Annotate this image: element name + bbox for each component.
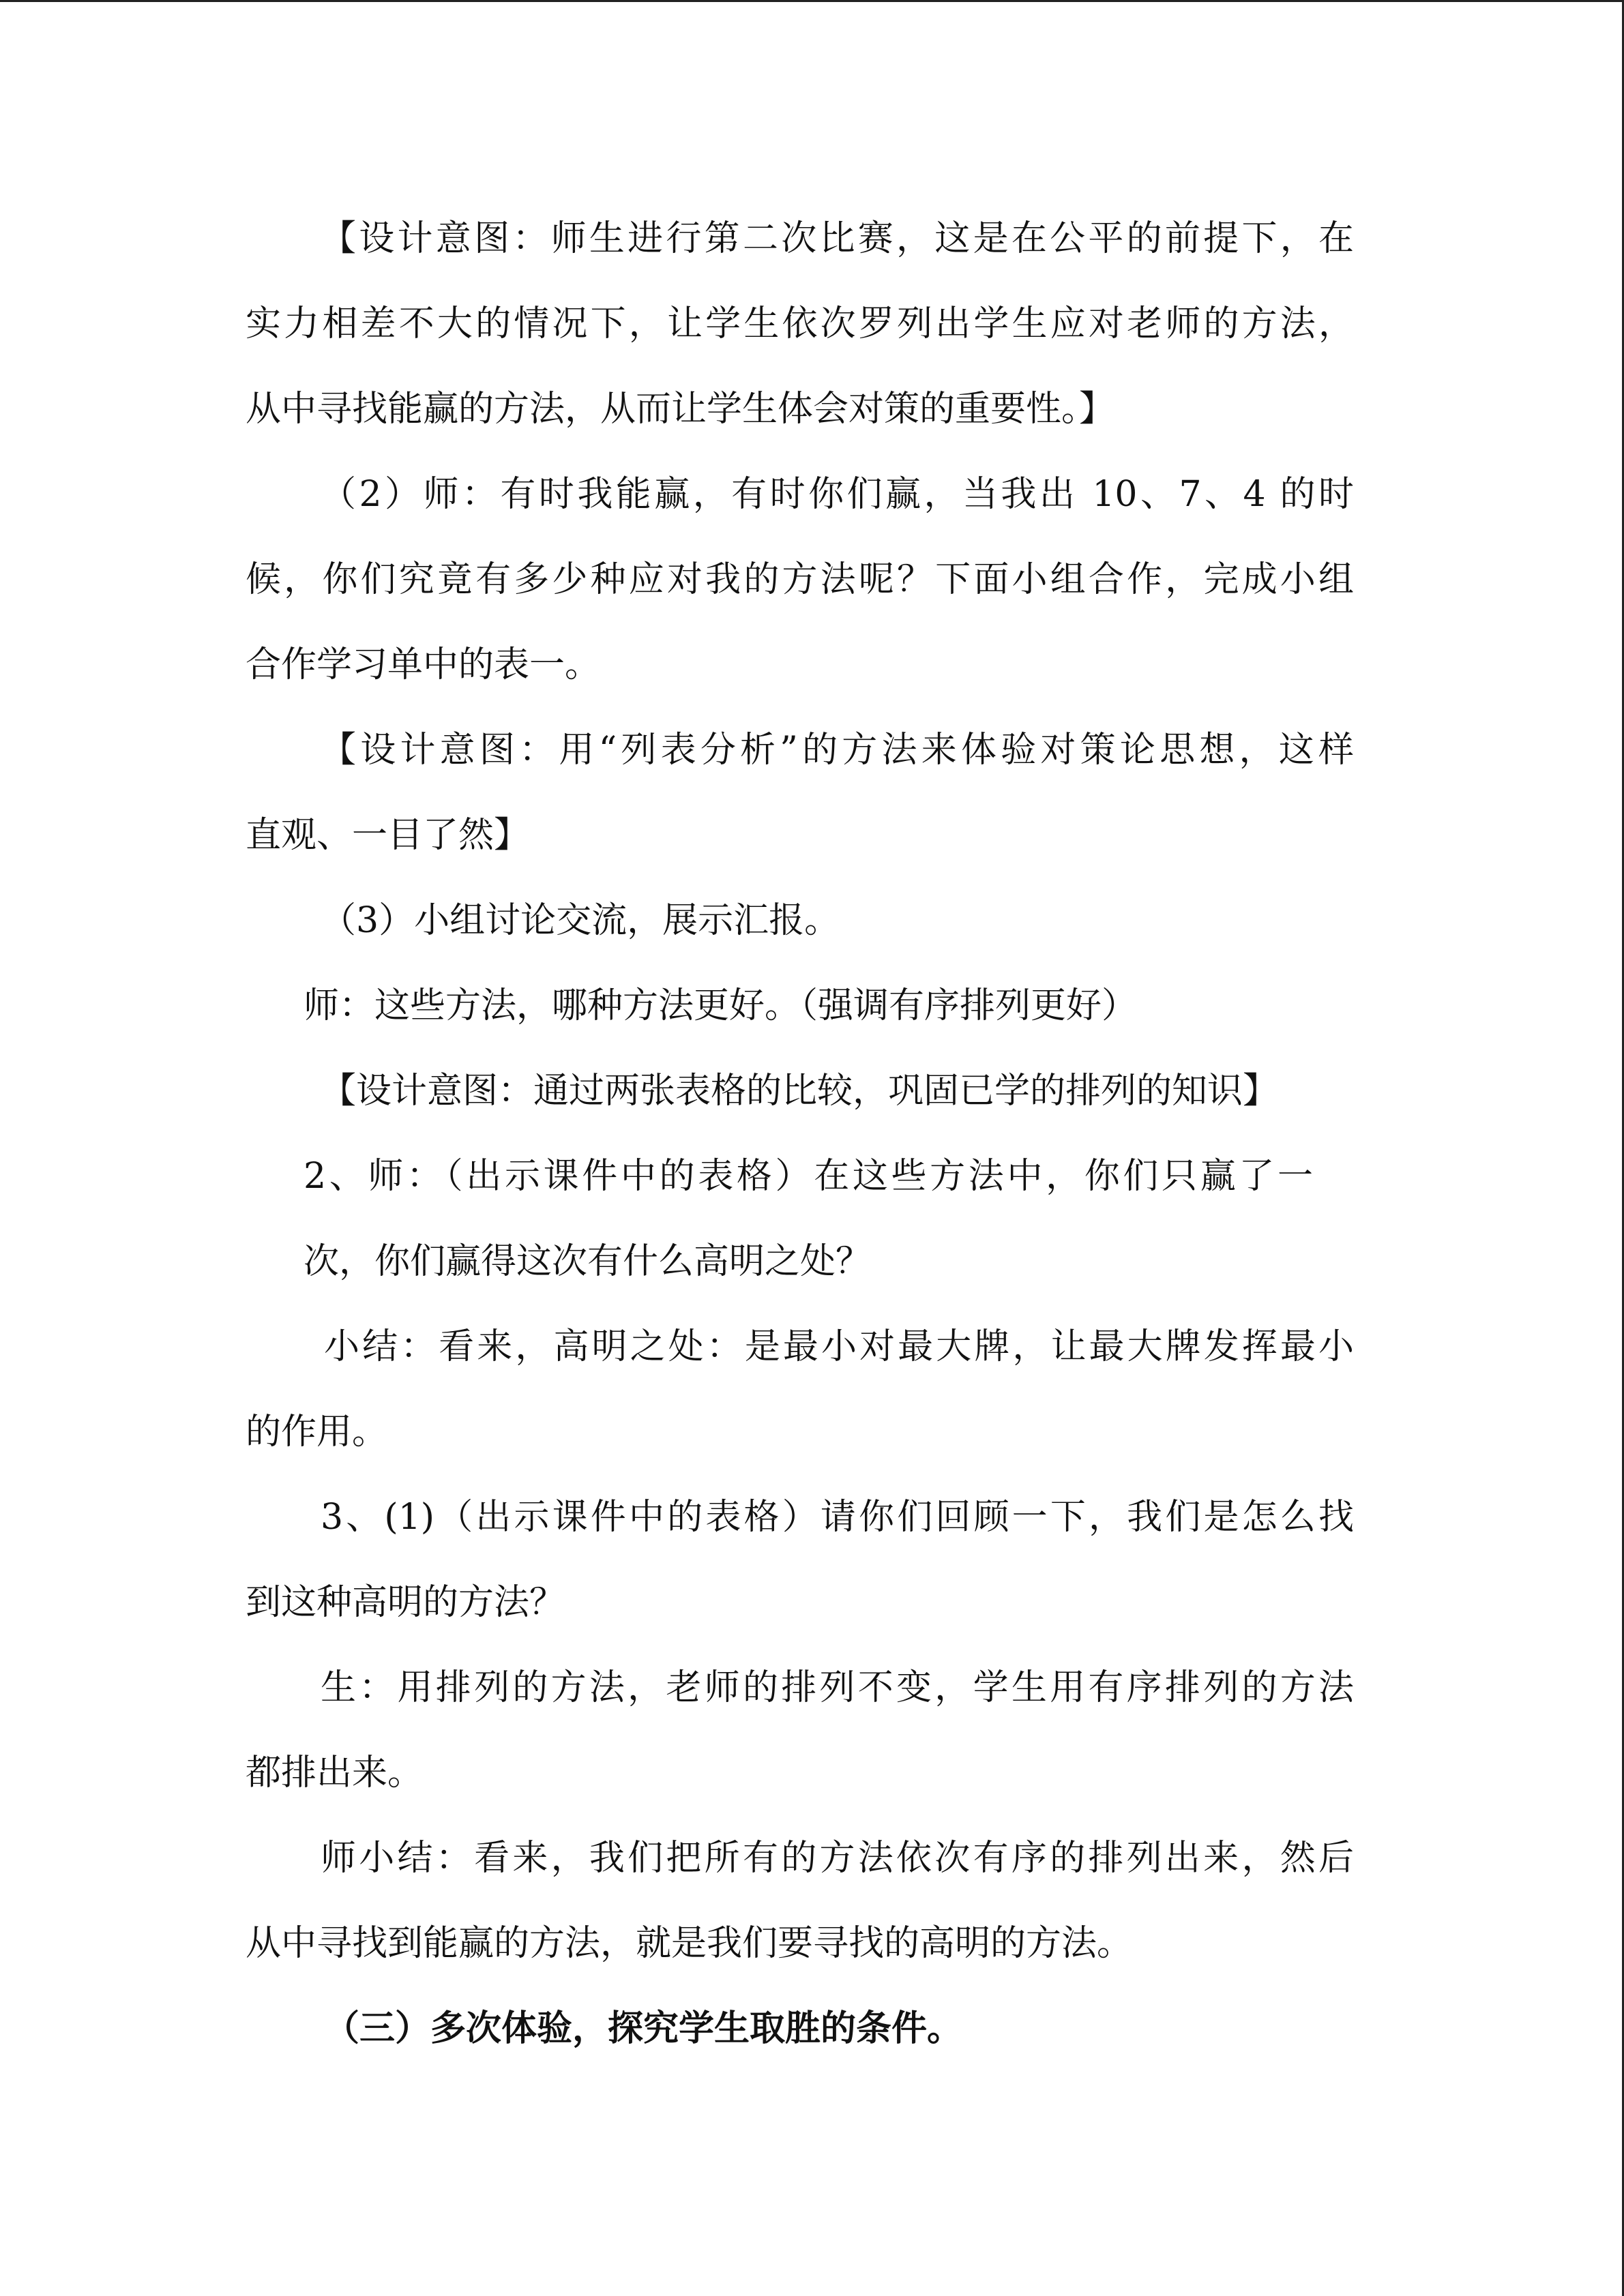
text-line: 候，你们究竟有多少种应对我的方法呢？下面小组合作，完成小组 [246, 559, 1354, 600]
text-line: 次，你们赢得这次有什么高明之处？ [304, 1241, 872, 1282]
text-line: 合作学习单中的表一。 [246, 644, 601, 685]
text-line: （2）师：有时我能赢，有时你们赢，当我出 10、7、4 的时 [321, 474, 1354, 515]
text-line: 直观、一目了然】 [246, 815, 530, 856]
text-line: 【设计意图：用“列表分析”的方法来体验对策论思想，这样 [321, 730, 1354, 771]
page-top-border [0, 0, 1624, 2]
text-line: 师小结：看来，我们把所有的方法依次有序的排列出来，然后 [321, 1838, 1354, 1879]
text-line: 小结：看来，高明之处：是最小对最大牌，让最大牌发挥最小 [324, 1326, 1354, 1367]
text-line: 到这种高明的方法？ [246, 1582, 565, 1623]
text-line: 2、师：（出示课件中的表格）在这些方法中，你们只赢了一 [304, 1156, 1313, 1197]
text-line: 实力相差不大的情况下，让学生依次罗列出学生应对老师的方法， [246, 303, 1354, 344]
text-line: 从中寻找能赢的方法，从而让学生体会对策的重要性。】 [246, 389, 1115, 430]
text-line: 的作用。 [246, 1412, 388, 1452]
text-line: 生：用排列的方法，老师的排列不变，学生用有序排列的方法 [321, 1667, 1354, 1708]
text-line: 【设计意图：通过两张表格的比较，巩固已学的排列的知识】 [321, 1071, 1279, 1112]
text-line: 3、(1)（出示课件中的表格）请你们回顾一下，我们是怎么找 [321, 1497, 1354, 1538]
text-line: 都排出来。 [246, 1753, 424, 1793]
text-line: （3）小组讨论交流，展示汇报。 [321, 900, 840, 941]
text-line: 师：这些方法，哪种方法更好。（强调有序排列更好） [304, 985, 1138, 1026]
text-line: 【设计意图：师生进行第二次比赛，这是在公平的前提下，在 [321, 218, 1354, 259]
text-line: 从中寻找到能赢的方法，就是我们要寻找的高明的方法。 [246, 1923, 1133, 1964]
section-heading: （三）多次体验，探究学生取胜的条件。 [324, 2008, 963, 2049]
